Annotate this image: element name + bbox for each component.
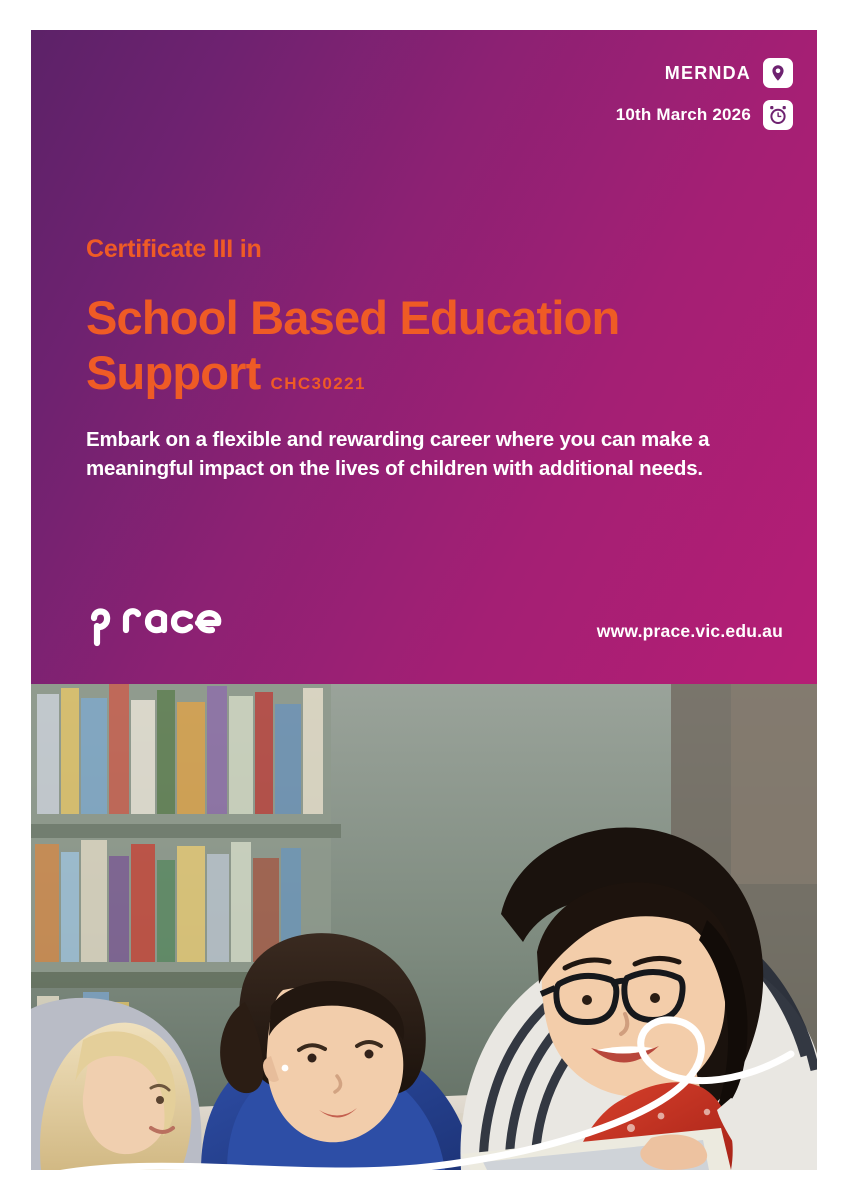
- date-row: [616, 100, 793, 130]
- location-pin-icon: [763, 58, 793, 88]
- blurb-text: Embark on a flexible and rewarding career where you can make a meaningful impact on the lives of children with additional needs.: [86, 427, 710, 481]
- page-title: [86, 290, 776, 401]
- kicker-text: Certificate III in: [86, 235, 262, 263]
- title-text: School Based Education Support: [86, 291, 620, 400]
- location-label: MERNDA: [664, 62, 751, 83]
- website-link[interactable]: www.prace.vic.edu.au: [596, 621, 783, 641]
- hero-footer: [86, 596, 783, 648]
- headline-block: [86, 235, 776, 483]
- hero-panel: [31, 30, 817, 684]
- meta-block: [616, 58, 793, 142]
- clock-icon: [763, 100, 793, 130]
- prace-logo: [86, 596, 236, 648]
- photo-illustration: [31, 684, 817, 1170]
- date-label: 10th March 2026: [615, 105, 751, 124]
- course-code: CHC30221: [270, 374, 366, 394]
- location-row: [616, 58, 793, 88]
- hero-photo: [31, 684, 817, 1170]
